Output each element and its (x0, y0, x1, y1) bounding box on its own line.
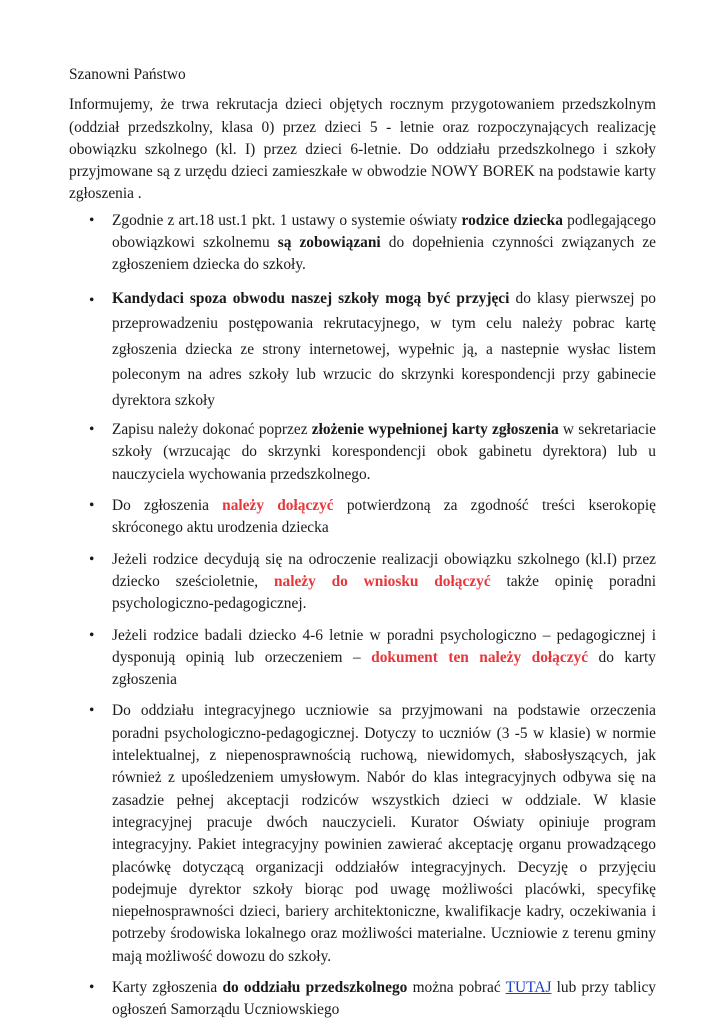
document-body (69, 64, 656, 1031)
bullet-icon: • (89, 497, 95, 515)
list-item: • Do zgłoszenia należy dołączyć potwierdzoną za zgodność treści kserokopię skróconego aktu urodzenia dziecka (89, 497, 656, 537)
list-item: • Do oddziału integracyjnego uczniowie sa przyjmowani na podstawie orzeczenia poradni psychologiczno-pedagogicznej. Dotyczy to uczniów (3 -5 w klasie) w normie intelektualnej, z niepenosprawnością ruchową, niewidomych, słabosłyszących, jak również z upośledzeniem umysłowym. Nabór do klas integracyjnych odbywa się na zasadzie pełnej akceptacji rodziców wszystkich dzieci w oddziale. W klasie integracyjnej pracuje dwóch nauczycieli. Kurator Oświaty opiniuje program integracyjny. Pakiet integracyjny powinien zawierać akceptację organu prowadzącego placówkę dotyczącą organizacji oddziałów integracyjnych. Decyzję o przyjęciu podejmuje dyrektor szkoły biorąc pod uwagę możliwości placówki, specyfikę niepełnosprawności dzieci, bariery architektoniczne, kwalifikacje kadry, oczekiwania i potrzeby środowiska lokalnego oraz możliwości materialne. Uczniowie z terenu gminy mają możliwość dowozu do szkoły. (89, 702, 656, 965)
download-link[interactable]: TUTAJ (505, 979, 552, 996)
greeting: Szanowni Państwo (69, 66, 186, 83)
bullet-icon: • (89, 421, 95, 439)
bullet-icon: • (89, 291, 95, 309)
list-item: • Kandydaci spoza obwodu naszej szkoły mogą być przyjęci do klasy pierwszej po przeprowadzeniu postępowania rekrutacyjnego, w tym celu należy pobrac kartę zgłoszenia dziecka ze strony internetowej, wypełnic ją, a nastepnie wysłac listem poleconym na adres szkoły lub wrzucic do skrzynki korespondencji przy gabinecie dyrektora szkoły (89, 289, 656, 409)
list-item: • Karty zgłoszenia do oddziału przedszkolnego można pobrać TUTAJ lub przy tablicy ogłoszeń Samorządu Uczniowskiego (89, 979, 656, 1019)
requirements-list (69, 210, 656, 1022)
list-item: • Zgodnie z art.18 ust.1 pkt. 1 ustawy o systemie oświaty rodzice dziecka podlegającego obowiązkowi szkolnemu są zobowiązani do dopełnienia czynności związanych ze zgłoszeniem dziecka do szkoły. (89, 211, 657, 274)
list-item: • Zapisu należy dokonać poprzez złożenie wypełnionej karty zgłoszenia w sekretariacie szkoły (wrzucając do skrzynki korespondencji obok gabinetu dyrektora) lub u nauczyciela wychowania przedszkolnego. (89, 421, 656, 483)
list-item: • Jeżeli rodzice badali dziecko 4-6 letnie w poradni psychologiczno – pedagogicznej i dysponują opinią lub orzeczeniem – dokument ten należy dołączyć do karty zgłoszenia (89, 626, 656, 689)
bullet-icon: • (89, 626, 95, 644)
bullet-icon: • (89, 702, 95, 720)
bullet-icon: • (89, 979, 95, 996)
intro-paragraph: Informujemy, że trwa rekrutacja dzieci objętych rocznym przygotowaniem przedszkolnym (oddział przedszkolny, klasa 0) przez dzieci 5 - letnie oraz rozpoczynających realizację obowiązku szkolnego (kl. I) przez dzieci 6-letnie. Do oddziału przedszkolnego i szkoły przyjmowane są z urzędu dzieci zamieszkałe w obwodzie NOWY BOREK na podstawie karty zgłoszenia . (69, 96, 656, 203)
bullet-icon: • (89, 550, 95, 568)
list-item: • Jeżeli rodzice decydują się na odroczenie realizacji obowiązku szkolnego (kl.I) przez dziecko sześcioletnie, należy do wniosku dołączyć także opinię poradni psychologiczno-pedagogicznej. (89, 550, 656, 613)
bullet-icon: • (89, 211, 95, 229)
